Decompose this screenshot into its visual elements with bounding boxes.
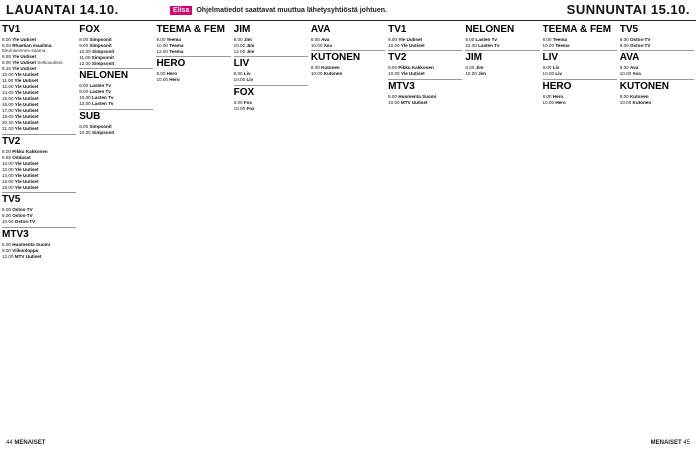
program-listing	[620, 71, 694, 76]
program-listing	[311, 65, 385, 70]
program-title: Hero	[552, 93, 564, 99]
program-listing	[465, 65, 539, 70]
program-listing	[2, 219, 76, 224]
program-title: Yle Uutiset	[14, 184, 39, 190]
program-title: Fox	[246, 105, 255, 111]
program-time: 8.00	[233, 71, 243, 77]
program-time: 10.00	[79, 49, 91, 54]
channel-name: TEEMA & FEM	[542, 24, 612, 35]
program-time: 9.00	[2, 247, 11, 253]
channel-name: JIM	[465, 50, 539, 64]
channel-name: FOX	[234, 85, 308, 99]
program-listing	[465, 71, 539, 76]
program-time: 12.00	[233, 49, 246, 54]
program-listing	[2, 43, 76, 54]
program-listing	[465, 43, 539, 48]
program-title: Ava	[629, 65, 639, 71]
program-title: Yle Uutiset	[12, 60, 36, 66]
program-listing	[620, 65, 694, 70]
program-time: 10.00	[310, 71, 323, 77]
program-title: Yle Uutiset	[14, 126, 39, 132]
program-listing	[156, 37, 230, 42]
program-title: Simpsonit	[92, 61, 115, 66]
channel-name: TV1	[388, 24, 407, 35]
program-title: Jim	[475, 65, 484, 71]
listing-column	[388, 23, 462, 435]
program-listing	[2, 96, 76, 101]
listing-column	[620, 23, 694, 435]
program-title: Ostos-TV	[629, 43, 651, 48]
program-time: 10.00	[542, 43, 555, 48]
channel-name: NELONEN	[79, 68, 153, 82]
program-listing	[543, 71, 617, 76]
program-listing	[79, 55, 153, 60]
program-time: 10.00	[465, 43, 477, 48]
channel-name: LIV	[543, 50, 617, 64]
program-title: Teema	[169, 49, 184, 54]
tv-listings	[2, 23, 694, 435]
program-time: 12.00	[2, 84, 14, 90]
header-divider	[0, 20, 696, 21]
program-time: 6.00	[2, 207, 11, 213]
program-time: 21.00	[2, 126, 14, 132]
program-description: Ekumeeninen saarna.	[2, 48, 47, 54]
program-time: 8.00	[233, 37, 243, 42]
channel-name: HERO	[543, 79, 617, 93]
program-title: Hero	[166, 71, 178, 77]
program-listing	[543, 94, 617, 99]
program-time: 8.00	[465, 37, 475, 42]
program-listing	[2, 248, 76, 253]
program-listing	[620, 43, 694, 48]
program-title: Liv	[246, 77, 254, 83]
program-listing	[79, 95, 153, 100]
program-time: 10.00	[310, 43, 323, 48]
program-time: 8.00	[310, 37, 320, 42]
program-listing	[2, 37, 76, 42]
program-listing	[79, 37, 153, 42]
program-listing	[2, 173, 76, 178]
program-listing	[79, 49, 153, 54]
program-time: 8.00	[79, 123, 89, 129]
program-listing	[79, 130, 153, 135]
program-time: 10.00	[619, 99, 632, 105]
program-title: Ava	[632, 71, 641, 77]
program-title: Ostos-TV	[12, 213, 33, 219]
program-listing	[543, 100, 617, 105]
program-listing	[2, 72, 76, 77]
program-time: 8.00	[156, 37, 166, 42]
program-listing	[156, 71, 230, 76]
program-time: 8.00	[156, 71, 166, 77]
program-listing	[311, 37, 385, 42]
program-time: 8.00	[542, 37, 552, 42]
channel-name: HERO	[156, 56, 230, 70]
left-page-footer	[6, 438, 45, 448]
program-time: 8.00	[79, 89, 89, 95]
program-title: Yle Uutiset	[14, 178, 39, 184]
program-listing	[234, 100, 308, 105]
program-title: Liv	[552, 65, 560, 71]
listing-column	[234, 23, 308, 435]
program-title: Yle Uutiset	[14, 72, 39, 78]
program-title: Pikku Kakkonen	[12, 148, 48, 154]
program-title: Yle Uutiset	[14, 108, 39, 114]
program-title: Simpsonit	[89, 37, 112, 42]
program-time: 8.03	[2, 43, 11, 48]
program-time: 13.00	[2, 90, 14, 96]
program-listing	[388, 71, 462, 76]
program-time: 8.00	[388, 37, 398, 42]
program-time: 11.00	[2, 78, 14, 84]
program-title: Kutonen	[323, 71, 343, 77]
program-time: 16.00	[2, 102, 14, 108]
program-time: 8.00	[388, 65, 398, 71]
program-listing	[620, 37, 694, 42]
program-listing	[2, 185, 76, 190]
channel-name: AVA	[310, 24, 331, 35]
program-time: 10.00	[2, 160, 14, 166]
program-title: Hero	[169, 77, 180, 83]
program-listing	[234, 49, 308, 54]
right-page-day-heading: SUNNUNTAI 15.10.	[566, 2, 690, 17]
program-time: 8.00	[2, 148, 11, 154]
program-listing	[79, 124, 153, 129]
program-listing	[234, 71, 308, 76]
program-title: Jim	[246, 49, 255, 54]
listing-column	[465, 23, 539, 435]
program-listing	[388, 43, 462, 48]
program-title: Yle Uutiset	[12, 54, 36, 60]
program-time: 10.00	[156, 77, 168, 83]
program-time: 12.00	[79, 61, 91, 66]
program-time: 10.00	[79, 129, 91, 135]
brand-logo: Elisa	[170, 6, 192, 15]
program-title: Liv	[555, 71, 562, 77]
program-time: 14.00	[2, 172, 14, 178]
program-title: Yle Uutiset	[14, 102, 39, 108]
program-time: 10.00	[233, 105, 246, 111]
program-title: Kutonen	[321, 65, 340, 71]
program-time: 9.00	[2, 213, 11, 219]
program-listing	[2, 167, 76, 172]
program-time: 8.00	[233, 99, 243, 105]
program-title: Yle Uutiset	[14, 78, 39, 84]
program-time: 16.00	[2, 178, 14, 184]
program-title: Yle Uutiset	[12, 37, 36, 42]
program-title: Pikku Kakkonen	[398, 65, 434, 71]
program-time: 8.00	[542, 65, 552, 71]
channel-name: JIM	[233, 24, 251, 35]
channel-name: TV2	[2, 134, 76, 148]
channel-name: TV5	[619, 24, 639, 35]
program-time: 8.00	[465, 65, 475, 71]
program-listing	[2, 179, 76, 184]
program-time: 10.00	[2, 72, 14, 78]
program-title: Yle Uutiset	[14, 120, 39, 126]
program-time: 9.59	[2, 154, 11, 160]
program-time: 11.00	[79, 55, 91, 60]
program-listing	[465, 37, 539, 42]
program-title: Teema	[552, 37, 567, 42]
program-title: Yle Uutiset	[14, 160, 39, 166]
program-description: Selkouutiset.	[37, 60, 64, 66]
program-listing	[2, 242, 76, 247]
program-listing	[2, 90, 76, 95]
listing-column	[79, 23, 153, 435]
program-title: Lasten Tv	[475, 37, 497, 42]
program-title: MTV Uutiset	[14, 253, 42, 259]
brand-strip	[170, 4, 387, 17]
program-title: Rhaetian maailma.	[12, 43, 53, 48]
program-listing	[234, 37, 308, 42]
program-time: 6.00	[2, 241, 11, 247]
program-title: Lasten Tv	[89, 89, 111, 95]
program-title: Yle Uutiset	[14, 96, 39, 102]
program-listing	[79, 101, 153, 106]
program-time: 10.00	[619, 71, 632, 77]
program-time: 10.00	[233, 77, 246, 83]
brand-tagline: Ohjelmatiedot saattavat muuttua lähetysyhtiöstä johtuen.	[196, 7, 387, 14]
program-listing	[234, 77, 308, 82]
listing-column	[156, 23, 230, 435]
channel-name: SUB	[79, 109, 153, 123]
channel-name: KUTONEN	[311, 50, 385, 64]
program-listing	[2, 207, 76, 212]
program-title: Jim	[478, 71, 487, 77]
program-listing	[156, 77, 230, 82]
left-page-day-heading: LAUANTAI 14.10.	[6, 2, 119, 17]
program-time: 10.00	[388, 99, 400, 105]
program-listing	[2, 161, 76, 166]
program-title: Lasten Tv	[89, 83, 111, 89]
program-time: 10.00	[388, 43, 400, 48]
program-title: Teema	[555, 43, 570, 48]
channel-name: LIV	[234, 56, 308, 70]
program-listing	[2, 120, 76, 125]
program-time: 10.00	[542, 99, 555, 105]
program-time: 10.00	[542, 71, 555, 77]
program-title: Yle Uutiset	[14, 114, 39, 120]
program-listing	[543, 65, 617, 70]
program-listing	[2, 54, 76, 59]
program-listing	[2, 84, 76, 89]
program-title: Yle Uutiset	[400, 43, 425, 48]
program-listing	[234, 106, 308, 111]
program-time: 12.00	[2, 166, 14, 172]
program-title: Simpsonit	[91, 55, 114, 60]
channel-name: FOX	[79, 24, 100, 35]
program-time: 10.00	[233, 43, 246, 48]
program-listing	[79, 61, 153, 66]
program-listing	[543, 37, 617, 42]
program-title: Jim	[246, 43, 255, 48]
listing-column	[311, 23, 385, 435]
program-listing	[543, 43, 617, 48]
program-title: MTV Uutiset	[400, 99, 428, 105]
program-listing	[388, 37, 462, 42]
program-listing	[2, 126, 76, 131]
program-time: 12.00	[156, 49, 168, 54]
program-title: Ostos-TV	[629, 37, 651, 42]
program-title: Yle Uutiset	[14, 166, 39, 172]
program-title: Kutonen	[632, 99, 652, 105]
program-time: 9.15	[2, 66, 11, 72]
channel-name: KUTONEN	[620, 79, 694, 93]
right-page-number: 45	[683, 440, 690, 446]
program-listing	[2, 155, 76, 160]
program-title: Oddasat	[12, 154, 31, 160]
program-time: 20.30	[2, 120, 14, 126]
program-title: Yle Uutiset	[12, 66, 36, 72]
program-title: Kutonen	[629, 93, 649, 99]
program-title: Simpsonit	[92, 129, 115, 135]
program-title: Yle Uutiset	[398, 37, 423, 42]
program-time: 9.00	[619, 43, 629, 48]
program-title: Yle Uutiset	[14, 90, 39, 96]
program-listing	[388, 100, 462, 105]
program-title: Huomenta Suomi	[398, 93, 437, 99]
program-title: Ava	[321, 37, 330, 42]
listing-column	[2, 23, 76, 435]
program-time: 9.00	[79, 43, 89, 48]
program-time: 8.00	[542, 93, 552, 99]
channel-name: MTV3	[2, 227, 76, 241]
program-time: 18.00	[2, 184, 14, 190]
program-title: Simpsonit	[92, 49, 115, 54]
program-time: 18.00	[2, 114, 14, 120]
program-listing	[2, 254, 76, 259]
program-time: 10.00	[156, 43, 168, 48]
left-page-brand: MENAISET	[14, 440, 46, 446]
program-time: 8.00	[388, 93, 398, 99]
channel-name: AVA	[620, 50, 694, 64]
program-time: 15.00	[2, 96, 14, 102]
program-title: Ostos-TV	[14, 219, 36, 225]
program-time: 8.55	[2, 54, 11, 60]
program-listing	[311, 71, 385, 76]
program-time: 10.00	[79, 95, 91, 101]
channel-name: TEEMA & FEM	[156, 24, 225, 35]
program-listing	[388, 65, 462, 70]
program-listing	[2, 108, 76, 113]
program-time: 8.00	[619, 65, 629, 71]
channel-name: TV5	[2, 192, 76, 206]
channel-name: TV2	[388, 50, 462, 64]
program-time: 8.00	[79, 37, 89, 42]
right-page-brand: MENAISET	[650, 440, 682, 446]
program-listing	[2, 66, 76, 71]
program-listing	[311, 43, 385, 48]
program-title: Yle Uutiset	[14, 84, 39, 90]
channel-name: NELONEN	[465, 24, 515, 35]
program-time: 17.00	[2, 108, 14, 114]
program-listing	[388, 94, 462, 99]
program-listing	[156, 49, 230, 54]
program-listing	[620, 100, 694, 105]
program-listing	[2, 213, 76, 218]
program-time: 10.00	[465, 71, 477, 77]
program-title: Hero	[555, 99, 566, 105]
program-title: Yle Uutiset	[14, 172, 39, 178]
program-title: Lasten Tv	[478, 43, 500, 48]
channel-name: TV1	[2, 24, 21, 35]
program-time: 9.00	[2, 60, 11, 66]
program-time: 8.00	[310, 65, 320, 71]
program-time: 10.00	[2, 219, 14, 225]
program-time: 6.00	[79, 83, 89, 89]
program-title: Ostos-TV	[12, 207, 33, 213]
program-title: Teema	[169, 43, 184, 48]
program-listing	[2, 149, 76, 154]
left-page-number: 44	[6, 440, 13, 446]
channel-name: MTV3	[388, 79, 462, 93]
program-title: Liv	[243, 71, 251, 77]
program-listing	[2, 102, 76, 107]
program-title: Ava	[323, 43, 332, 48]
program-time: 6.00	[619, 37, 629, 42]
right-page-footer	[651, 438, 690, 448]
program-title: Lasten Tv	[92, 95, 114, 101]
program-listing	[234, 43, 308, 48]
program-title: Huomenta Suomi	[12, 241, 51, 247]
program-title: Fox	[243, 99, 253, 105]
program-title: Teema	[166, 37, 181, 42]
program-time: 8.00	[619, 93, 629, 99]
program-title: Viikonloppu	[12, 247, 39, 253]
program-listing	[2, 78, 76, 83]
program-listing	[79, 83, 153, 88]
program-time: 8.00	[2, 37, 11, 42]
listing-column	[543, 23, 617, 435]
program-title: Lasten Tv	[92, 101, 114, 107]
program-title: Jim	[243, 37, 252, 42]
program-title: Yle Uutiset	[400, 71, 425, 77]
program-listing	[2, 114, 76, 119]
program-listing	[79, 89, 153, 94]
program-time: 12.00	[79, 101, 91, 107]
program-listing	[79, 43, 153, 48]
program-listing	[620, 94, 694, 99]
program-time: 10.00	[388, 71, 400, 77]
program-title: Simpsonit	[89, 43, 112, 48]
program-listing	[156, 43, 230, 48]
program-time: 12.00	[2, 253, 14, 259]
program-listing	[2, 60, 76, 65]
program-title: Simpsonit	[89, 123, 112, 129]
